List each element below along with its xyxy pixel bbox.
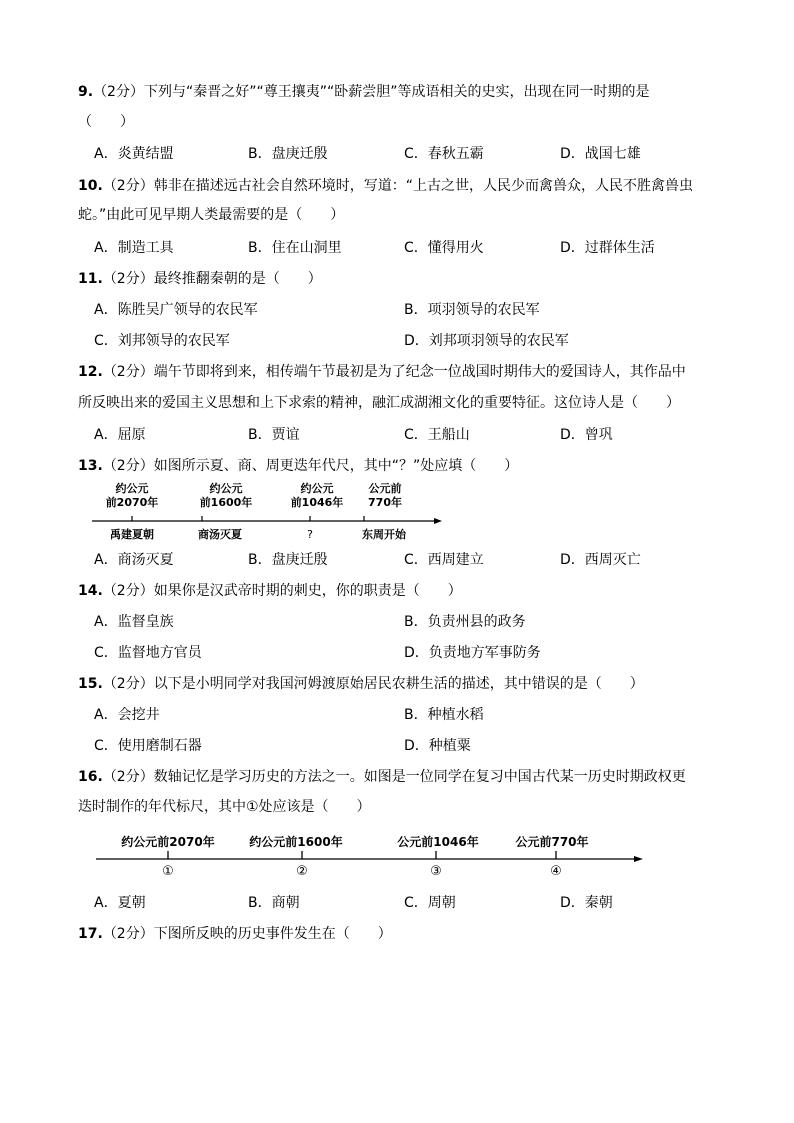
option-c: C．懂得用火 xyxy=(404,240,484,256)
question-number: 9. xyxy=(78,84,94,100)
question-score: （2分） xyxy=(93,84,144,100)
question-12 xyxy=(78,362,718,382)
question-number: 10. xyxy=(78,178,103,194)
question-number: 17. xyxy=(78,926,103,942)
option-b: B．商朝 xyxy=(248,895,300,911)
timeline-marker: ③ xyxy=(430,864,442,879)
question-9-cont: （ ） xyxy=(78,114,134,130)
question-number: 15. xyxy=(78,676,103,692)
timeline-marker: ① xyxy=(162,864,174,879)
timeline-figure-16 xyxy=(96,830,646,886)
option-c: C．使用磨制石器 xyxy=(94,738,202,754)
option-a: A．监督皇族 xyxy=(94,614,174,630)
option-c: C．王船山 xyxy=(404,427,470,443)
option-c: C．春秋五霸 xyxy=(404,146,484,162)
option-a: A．夏朝 xyxy=(94,895,146,911)
question-text: 下图所反映的历史事件发生在（ ） xyxy=(153,926,392,942)
timeline-top-label: 约公元前2070年 xyxy=(121,835,215,849)
option-b: B．负责州县的政务 xyxy=(404,614,526,630)
timeline-top-label: 前1600年 xyxy=(199,496,253,509)
timeline-arrow xyxy=(634,856,643,862)
question-15 xyxy=(78,674,718,694)
question-9 xyxy=(78,82,718,102)
option-a: A．会挖井 xyxy=(94,707,160,723)
timeline-top-label: 约公元前1600年 xyxy=(249,835,343,849)
question-text: 最终推翻秦朝的是（ ） xyxy=(153,271,322,287)
question-12-cont: 所反映出来的爱国主义思想和上下求索的精神，融汇成湖湘文化的重要特征。这位诗人是（ ） xyxy=(78,395,680,411)
option-b: B．项羽领导的农民军 xyxy=(404,302,540,318)
question-14 xyxy=(78,581,718,601)
question-16 xyxy=(78,767,718,787)
option-d: D．过群体生活 xyxy=(560,240,655,256)
question-text: 韩非在描述远古社会自然环境时，写道：“上古之世，人民少而禽兽众，人民不胜禽兽虫 xyxy=(153,178,693,194)
question-text: 数轴记忆是学习历史的方法之一。如图是一位同学在复习中国古代某一历史时期政权更 xyxy=(153,769,686,785)
option-b: B．盘庚迁殷 xyxy=(248,552,328,568)
option-d: D．刘邦项羽领导的农民军 xyxy=(404,333,569,349)
option-c: C．西周建立 xyxy=(404,552,484,568)
timeline-top-label: 前1046年 xyxy=(290,496,344,509)
option-c: C．刘邦领导的农民军 xyxy=(94,333,230,349)
question-17 xyxy=(78,924,718,944)
timeline-bottom-label: ? xyxy=(307,528,313,541)
timeline-top-label: 约公元 xyxy=(209,482,243,495)
question-number: 13. xyxy=(78,458,103,474)
question-text: 端午节即将到来，相传端午节最初是为了纪念一位战国时期伟大的爱国诗人，其作品中 xyxy=(153,364,686,380)
timeline-top-label: 约公元 xyxy=(300,482,334,495)
option-a: A．屈原 xyxy=(94,427,146,443)
option-a: A．制造工具 xyxy=(94,240,174,256)
timeline-top-label: 前2070年 xyxy=(105,496,159,509)
question-10-cont: 蛇。”由此可见早期人类最需要的是（ ） xyxy=(78,207,345,223)
option-d: D．西周灭亡 xyxy=(560,552,641,568)
question-number: 12. xyxy=(78,364,103,380)
question-number: 14. xyxy=(78,583,103,599)
timeline-marker: ④ xyxy=(550,864,562,879)
timeline-bottom-label: 商汤灭夏 xyxy=(198,528,242,541)
option-b: B．住在山洞里 xyxy=(248,240,342,256)
timeline-top-label: 公元前770年 xyxy=(515,835,589,849)
timeline-marker: ② xyxy=(296,864,308,879)
timeline-arrow xyxy=(434,518,442,524)
option-b: B．贾谊 xyxy=(248,427,300,443)
option-d: D．种植粟 xyxy=(404,738,471,754)
option-a: A．炎黄结盟 xyxy=(94,146,174,162)
question-score: （2分） xyxy=(102,458,154,474)
timeline-figure-13 xyxy=(92,480,452,546)
option-d: D．负责地方军事防务 xyxy=(404,645,541,661)
timeline-bottom-label: 禹建夏朝 xyxy=(110,528,154,541)
option-b: B．种植水稻 xyxy=(404,707,484,723)
timeline-top-label: 约公元 xyxy=(115,482,149,495)
question-score: （2分） xyxy=(102,676,154,692)
question-score: （2分） xyxy=(102,271,154,287)
question-text: 下列与“秦晋之好”“尊王攘夷”“卧薪尝胆”等成语相关的史实，出现在同一时期的是 xyxy=(143,84,650,100)
question-score: （2分） xyxy=(102,364,154,380)
timeline-bottom-label: 东周开始 xyxy=(362,528,406,541)
question-number: 16. xyxy=(78,769,103,785)
question-13 xyxy=(78,456,718,476)
question-11 xyxy=(78,269,718,289)
option-d: D．秦朝 xyxy=(560,895,613,911)
question-text: 如图所示夏、商、周更迭年代尺，其中“？”处应填（ ） xyxy=(153,458,519,474)
option-c: C．周朝 xyxy=(404,895,456,911)
question-16-cont: 迭时制作的年代标尺，其中①处应该是（ ） xyxy=(78,799,371,815)
option-c: C．监督地方官员 xyxy=(94,645,202,661)
question-score: （2分） xyxy=(102,583,154,599)
question-text: 以下是小明同学对我国河姆渡原始居民农耕生活的描述，其中错误的是（ ） xyxy=(153,676,644,692)
question-score: （2分） xyxy=(102,769,154,785)
question-text: 如果你是汉武帝时期的刺史，你的职责是（ ） xyxy=(153,583,462,599)
timeline-top-label: 770年 xyxy=(368,496,402,509)
question-score: （2分） xyxy=(102,926,154,942)
question-number: 11. xyxy=(78,271,103,287)
timeline-top-label: 公元前 xyxy=(368,482,402,495)
timeline-top-label: 公元前1046年 xyxy=(397,835,479,849)
option-a: A．陈胜吴广领导的农民军 xyxy=(94,302,258,318)
question-10 xyxy=(78,176,718,196)
option-a: A．商汤灭夏 xyxy=(94,552,174,568)
option-d: D．曾巩 xyxy=(560,427,613,443)
question-score: （2分） xyxy=(102,178,154,194)
option-b: B．盘庚迁殷 xyxy=(248,146,328,162)
option-d: D．战国七雄 xyxy=(560,146,641,162)
